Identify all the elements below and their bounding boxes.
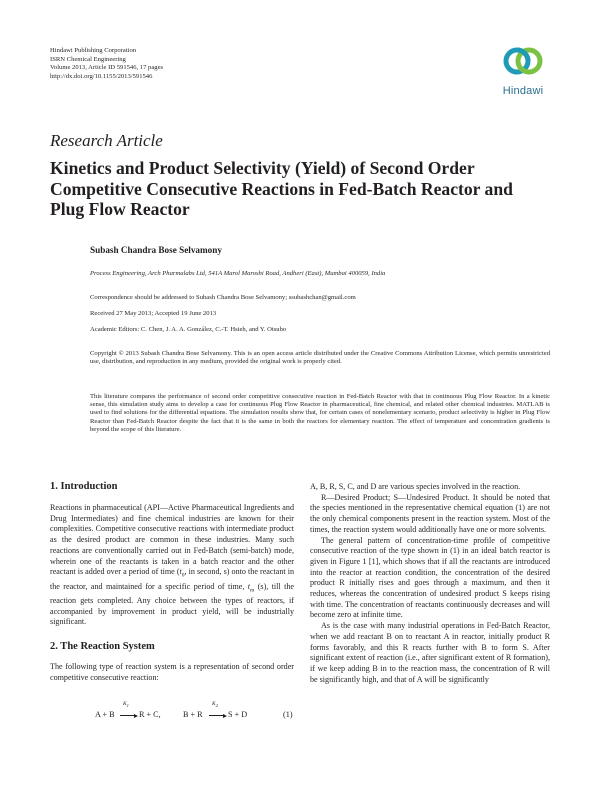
eq-right-reactants: B + R: [183, 710, 203, 719]
article-title: Kinetics and Product Selectivity (Yield) of Second Order Competitive Consecutive Reactions in Fed-Batch Reactor and Plug Flow Reactor: [50, 158, 513, 219]
journal-header: [50, 47, 163, 81]
academic-editors: Academic Editors: C. Chen, J. A. A. González, C.-T. Hsieh, and Y. Otsubo: [90, 326, 287, 333]
hindawi-logo: [498, 42, 548, 104]
eq-left-reactants: A + B: [95, 710, 115, 719]
desired-product-paragraph: R—Desired Product; S—Undesired Product. It should be noted that the species mentioned in the representative chemical equation (1) are not the only chemical components present in the reaction system. Most of the times, the reaction system would additionally have one or more solvents.: [310, 492, 550, 534]
publisher-name: Hindawi Publishing Corporation: [50, 47, 137, 54]
eq-left-products: R + C,: [139, 710, 161, 719]
eq-right-arrow: [209, 715, 225, 716]
eq-right-rate-constant: $K_2$: [212, 701, 218, 709]
volume-info: Volume 2013, Article ID 591546, 17 pages: [50, 64, 164, 72]
equation-number: (1): [283, 710, 293, 719]
concentration-profile-paragraph: The general pattern of concentration-time profile of competitive consecutive reaction of the type shown in (1) in an ideal batch reactor is given in Figure 1 [1], which shows that if all the reactants are introduced into the reactor at reaction condition, the concentration of the desired product R initially rises and goes through a maximum, and then it reduces, whereas the concentration of undesired product S keeps rising with time. The concentration of reactants continuously decreases and will become zero at infinite time.: [310, 535, 550, 620]
received-accepted: Received 27 May 2013; Accepted 19 June 2013: [90, 310, 217, 317]
article-type: Research Article: [50, 131, 163, 150]
fed-batch-paragraph: As is the case with many industrial operations in Fed-Batch Reactor, when we add reactant B on to reactant A in reactor, initially product R forms favorably, and this R reacts further with B to form S. After significant extent of reaction (i.e., after significant extent of R formation), if we keep adding B in to the reaction mass, the concentration of R will be significantly high, and that of A will be significantly: [310, 621, 550, 684]
affiliation: Process Engineering, Arch Pharmalabs Ltd, 541A Marol Maroshi Road, Andheri (East), Mumbai 400059, India: [90, 270, 386, 277]
reaction-system-heading: 2. The Reaction System: [50, 641, 155, 652]
eq-left-rate-constant: $K_1$: [123, 701, 129, 709]
reaction-system-paragraph: The following type of reaction system is a representation of second order competitive consecutive reaction:: [50, 662, 294, 682]
author-name: Subash Chandra Bose Selvamony: [90, 245, 222, 255]
intro-heading: 1. Introduction: [50, 481, 118, 492]
logo-wordmark: Hindawi: [502, 85, 544, 97]
correspondence: Correspondence should be addressed to Subash Chandra Bose Selvamony; ssubashchan@gmail.com: [90, 294, 356, 301]
eq-left-arrow: [120, 715, 136, 716]
copyright-notice: Copyright © 2013 Subash Chandra Bose Selvamony. This is an open access article distributed under the Creative Commons Attribution License, which permits unrestricted use, distribution, and reproduction in any medium, provided the original work is properly cited.: [90, 350, 550, 366]
doi-link[interactable]: http://dx.doi.org/10.1155/2013/591546: [50, 72, 153, 80]
right-column: [310, 482, 550, 685]
journal-name: ISRN Chemical Engineering: [50, 55, 126, 63]
intro-paragraph: Reactions in pharmaceutical (API—Active Pharmaceutical Ingredients and Drug Intermediates) and fine chemical industries are known for their complexities. Competitive consecutive reactions with intermediate product as the desired product are common in these industries. Many such reactions are conventionally carried out in Fed-Batch (semi-batch) mode, wherein one of the reactants is taken in a batch reactor and the other reactant is added over a period of time ($t_0$, in second, s) onto the reactant in the reactor, and maintained for a specific period of time, $t_m$ (s), till the reaction gets completed. Any choice between the types of reactors, if accompanied by improvement in product yield, will be industrially significant.: [50, 503, 294, 627]
species-paragraph: A, B, R, S, C, and D are various species involved in the reaction.: [310, 482, 521, 491]
equation-1: [95, 701, 295, 725]
hindawi-rings-icon: [498, 42, 548, 86]
eq-right-products: S + D: [228, 710, 248, 719]
abstract: This literature compares the performance of second order competitive consecutive reaction in Fed-Batch Reactor with that in continuous Plug Flow Reactor. In a kinetic sense, this simulation study aims to develop a case for continuous Plug Flow Reactor in pharmaceutical, fine chemical, and related other chemical industries. MATLAB is used to find solutions for the differential equations. The simulation results show that, for certain cases of nonelementary scenario, product selectivity is higher in Plug Flow Reactor than Fed-Batch Reactor despite the fact that it is the same in both the reactors for elementary reaction. The effect of temperature and concentration gradients is beyond the scope of this literature.: [90, 393, 550, 433]
